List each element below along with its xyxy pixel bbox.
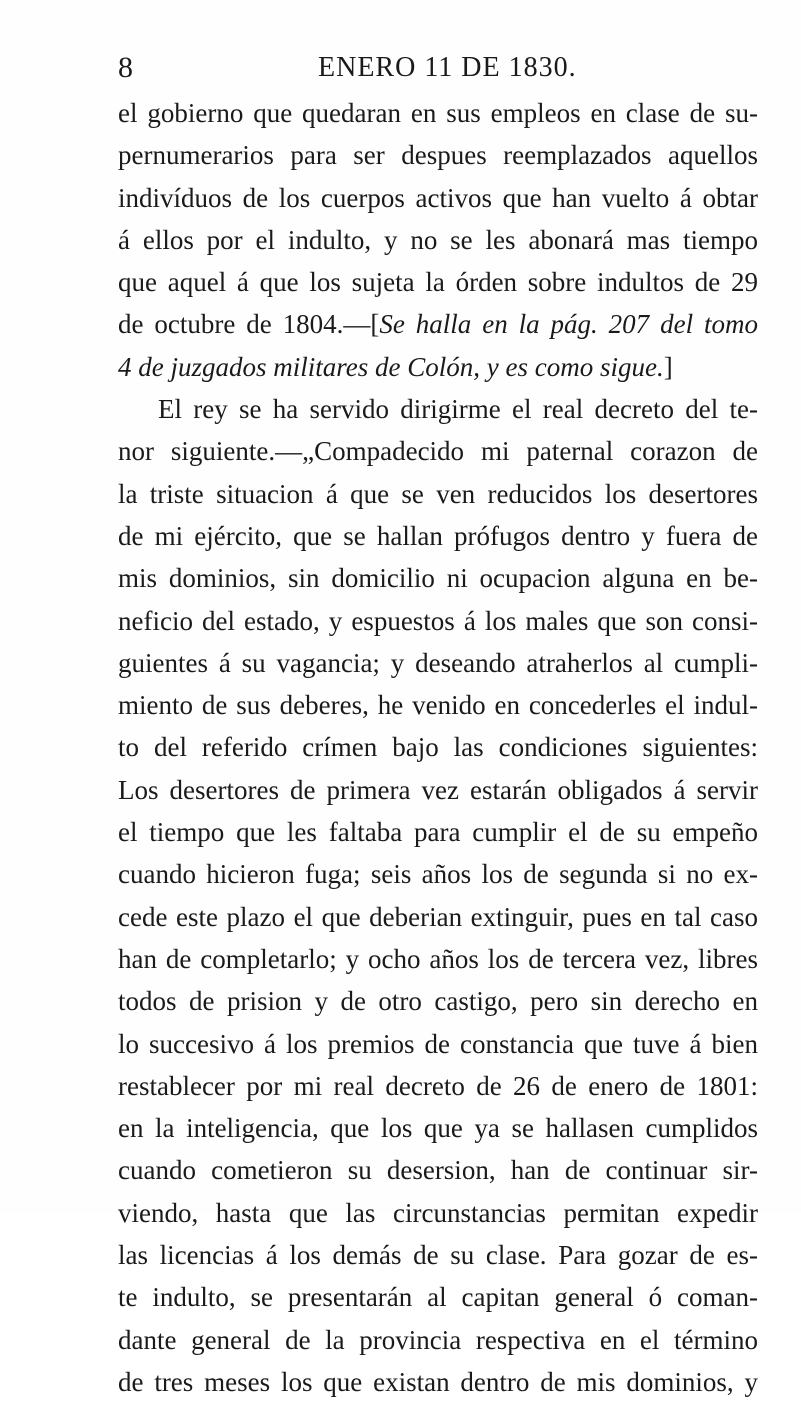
header-title: ENERO 11 DE 1830. xyxy=(318,52,577,83)
page-number: 8 xyxy=(118,51,133,84)
text-line: pernumerarios para ser despues reemplazados aquellos xyxy=(118,140,758,171)
text-line: neficio del estado, y espuestos á los males que son consi- xyxy=(118,605,758,636)
text-line: nor siguiente.—„Compadecido mi paternal corazon de xyxy=(118,436,758,467)
running-header xyxy=(118,50,758,86)
text-line: guientes á su vagancia; y deseando atraherlos al cumpli- xyxy=(118,647,758,678)
text-line: restablecer por mi real decreto de 26 de enero de 1801: xyxy=(118,1070,758,1101)
text-line: todos de prision y de otro castigo, pero sin derecho en xyxy=(118,986,758,1017)
text-line: te indulto, se presentarán al capitan general ó coman- xyxy=(118,1282,758,1313)
text-segment: ] xyxy=(663,351,673,382)
text-line: cuando cometieron su desersion, han de continuar sir- xyxy=(118,1155,758,1186)
text-line: á ellos por el indulto, y no se les abonará mas tiempo xyxy=(118,224,758,255)
text-line: viendo, hasta que las circunstancias permitan expedir xyxy=(118,1197,758,1228)
italic-citation: Se halla en la pág. 207 del tomo xyxy=(379,309,758,340)
text-line: miento de sus deberes, he venido en concederles el indul- xyxy=(118,690,758,721)
body-text xyxy=(118,92,758,1403)
text-line: que aquel á que los sujeta la órden sobre indultos de 29 xyxy=(118,267,758,298)
text-line: en la inteligencia, que los que ya se hallasen cumplidos xyxy=(118,1113,758,1144)
text-line xyxy=(118,346,758,388)
text-line: el gobierno que quedaran en sus empleos en clase de su- xyxy=(118,98,758,128)
text-line: han de completarlo; y ocho años los de tercera vez, libres xyxy=(118,943,758,974)
text-line: to del referido crímen bajo las condiciones siguientes: xyxy=(118,732,758,763)
text-line: de tres meses los que existan dentro de mis dominios, y xyxy=(118,1366,758,1397)
text-segment: de octubre de 1804.—[ xyxy=(118,309,380,340)
text-line: las licencias á los demás de su clase. Para gozar de es- xyxy=(118,1240,758,1271)
text-line: mis dominios, sin domicilio ni ocupacion alguna en be- xyxy=(118,563,758,594)
text-line: el tiempo que les faltaba para cumplir el de su empeño xyxy=(118,817,758,848)
text-line: la triste situacion á que se ven reducidos los desertores xyxy=(118,478,758,509)
text-line: indivíduos de los cuerpos activos que han vuelto á obtar xyxy=(118,182,758,213)
text-line xyxy=(118,303,758,345)
text-line: dante general de la provincia respectiva en el término xyxy=(118,1324,758,1355)
text-line: lo succesivo á los premios de constancia que tuve á bien xyxy=(118,1028,758,1059)
text-line: de mi ejército, que se hallan prófugos dentro y fuera de xyxy=(118,520,758,551)
text-line: El rey se ha servido dirigirme el real decreto del te- xyxy=(158,394,758,425)
text-line: cuando hicieron fuga; seis años los de segunda si no ex- xyxy=(118,859,758,890)
italic-citation: 4 de juzgados militares de Colón, y es como sigue. xyxy=(118,351,664,382)
text-line: Los desertores de primera vez estarán obligados á servir xyxy=(118,774,758,805)
text-line: cede este plazo el que deberian extinguir, pues en tal caso xyxy=(118,901,758,932)
